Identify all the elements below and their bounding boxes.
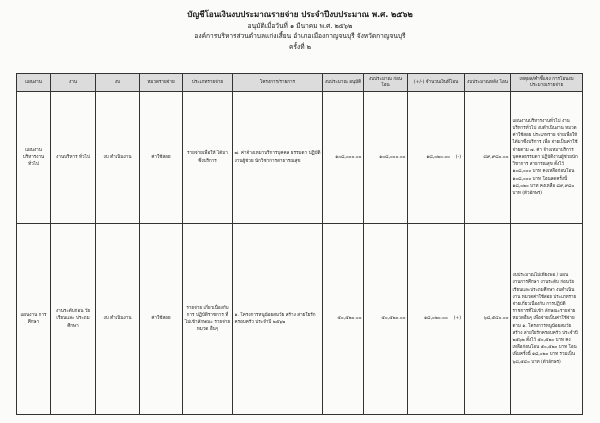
document-title: บัญชีโอนเงินงบประมาณรายจ่าย ประจำปีงบประมาณ พ.ศ. ๒๕๖๒ [187, 10, 413, 19]
column-header-plan: แผนงาน [17, 74, 51, 92]
title-block [0, 10, 600, 52]
column-header-after: งบประมาณหลัง โอน [465, 74, 511, 92]
cell-budget-group: งบ ดำเนินงาน [96, 224, 140, 415]
transfer-amount: ๑๘,๐๒๐.๐๐ [426, 154, 450, 160]
cell-category: ค่าใช้สอย [140, 224, 183, 415]
cell-before: ๑๐๘,๐๐๐.๐๐ [364, 92, 408, 224]
cell-approved: ๕๐,๕๒๐.๐๐ [323, 224, 364, 415]
cell-approved: ๑๐๘,๐๐๐.๐๐ [323, 92, 364, 224]
column-header-type: ประเภทรายจ่าย [183, 74, 233, 92]
cell-type: รายจ่ายเพื่อให้ ได้มาซึ่งบริการ [183, 92, 233, 224]
cell-reason: งบประมาณไม่เพียงพอ / แผนงานการศึกษา งานระดับ ก่อนวัยเรียนและประถมศึกษา งบดำเนินงาน หมวดค่าใช้สอย ประเภทรายจ่ายเกี่ยวเนื่องกับ การปฏิบัติราชการที่ไม่เข้า ลักษณะรายจ่ายหมวดอื่นๆ เพื่อจ่ายเป็นค่าใช้จ่ายตาม ๑. โครงการหนูน้อยสมวัย สร้าง สายใยรักครอบครัว ประจำปี ๒๕๖๒ ตั้งไว้ ๕๐,๕๒๐ บาท คงเหลือก่อนโอน ๕๐,๕๒๐ บาท โอนเพิ่มครั้งนี้ ๑๘,๐๒๐ บาท รวมเป็น ๖๘,๕๔๐ บาท (ตัวอักษร) [511, 224, 583, 415]
column-header-budget-group: งบ [96, 74, 140, 92]
column-header-work: งาน [51, 74, 96, 92]
organization-name: องค์การบริหารส่วนตำบลแก่งเสี้ยน อำเภอเมืองกาญจนบุรี จังหวัดกาญจนบุรี [194, 32, 406, 40]
transfer-sign: (-) [455, 154, 462, 160]
table-header-row [17, 74, 583, 92]
cell-budget-group: งบ ดำเนินงาน [96, 92, 140, 224]
cell-before: ๕๐,๕๒๐.๐๐ [364, 224, 408, 415]
cell-plan: แผนงาน บริหารงาน ทั่วไป [17, 92, 51, 224]
cell-work: งานระดับก่อน วัยเรียนและ ประถมศึกษา [51, 224, 96, 415]
budget-transfer-table [16, 73, 583, 415]
cell-work: งานบริหาร ทั่วไป [51, 92, 96, 224]
cell-project: ๗. ค่าจ้างเหมาบริการบุคคล ธรรมดา ปฏิบัติงานผู้ช่วย นักวิชาการสาธารณสุข [233, 92, 323, 224]
column-header-approved: งบประมาณ อนุมัติ [323, 74, 364, 92]
cell-transfer [408, 224, 465, 415]
transfer-sign: (+) [453, 316, 462, 322]
cell-type: รายจ่าย เกี่ยวเนื่องกับการ ปฏิบัติราชการ ที่ไม่เข้าลักษณะ รายจ่ายหมวด อื่นๆ [183, 224, 233, 415]
transfer-amount: ๑๘,๐๒๐.๐๐ [424, 316, 448, 322]
cell-after: ๖๘,๕๔๐.๐๐ [465, 224, 511, 415]
cell-plan: แผนงาน การศึกษา [17, 224, 51, 415]
column-header-project: โครงการ/รายการ [233, 74, 323, 92]
approval-date: อนุมัติเมื่อวันที่ ๑ มีนาคม พ.ศ. ๒๕๖๒ [247, 21, 353, 30]
round-number: ครั้งที่ ๒ [289, 42, 311, 51]
column-header-before: งบประมาณ ก่อนโอน [364, 74, 408, 92]
column-header-transfer: (+/-) จำนวนเงินที่โอน [408, 74, 465, 92]
cell-transfer [408, 92, 465, 224]
cell-after: ๘๙,๙๘๐.๐๐ [465, 92, 511, 224]
table-row [17, 92, 583, 224]
cell-project: ๑. โครงการหนูน้อยสมวัย สร้าง สายใยรักครอบครัว ประจำปี ๒๕๖๒ [233, 224, 323, 415]
column-header-reason: เหตุผล/คำชี้แจง การโอนงบประมาณรายจ่าย [511, 74, 583, 92]
cell-reason: แผนงานบริหารงานทั่วไป งาน บริหารทั่วไป งบดำเนินงาน หมวดค่าใช้สอย ประเภทราย จ่ายเพื่อให้ได้มาซึ่งบริการ เพื่อ จ่ายเป็นค่าใช้จ่ายตาม ๗. ค่า จ้างเหมาบริการบุคคลธรรมดา ปฏิบัติงานผู้ช่วยนักวิชาการ สาธารณสุข ตั้งไว้ ๑๐๘,๐๐๐ บาท คงเหลือก่อนโอน ๑๐๘,๐๐๐ บาท โอนลดครั้งนี้ ๑๘,๐๒๐ บาท คงเหลือ ๘๙,๙๘๐ บาท (ตัวอักษร) [511, 92, 583, 224]
cell-category: ค่าใช้สอย [140, 92, 183, 224]
table-row [17, 224, 583, 415]
column-header-category: หมวดรายจ่าย [140, 74, 183, 92]
